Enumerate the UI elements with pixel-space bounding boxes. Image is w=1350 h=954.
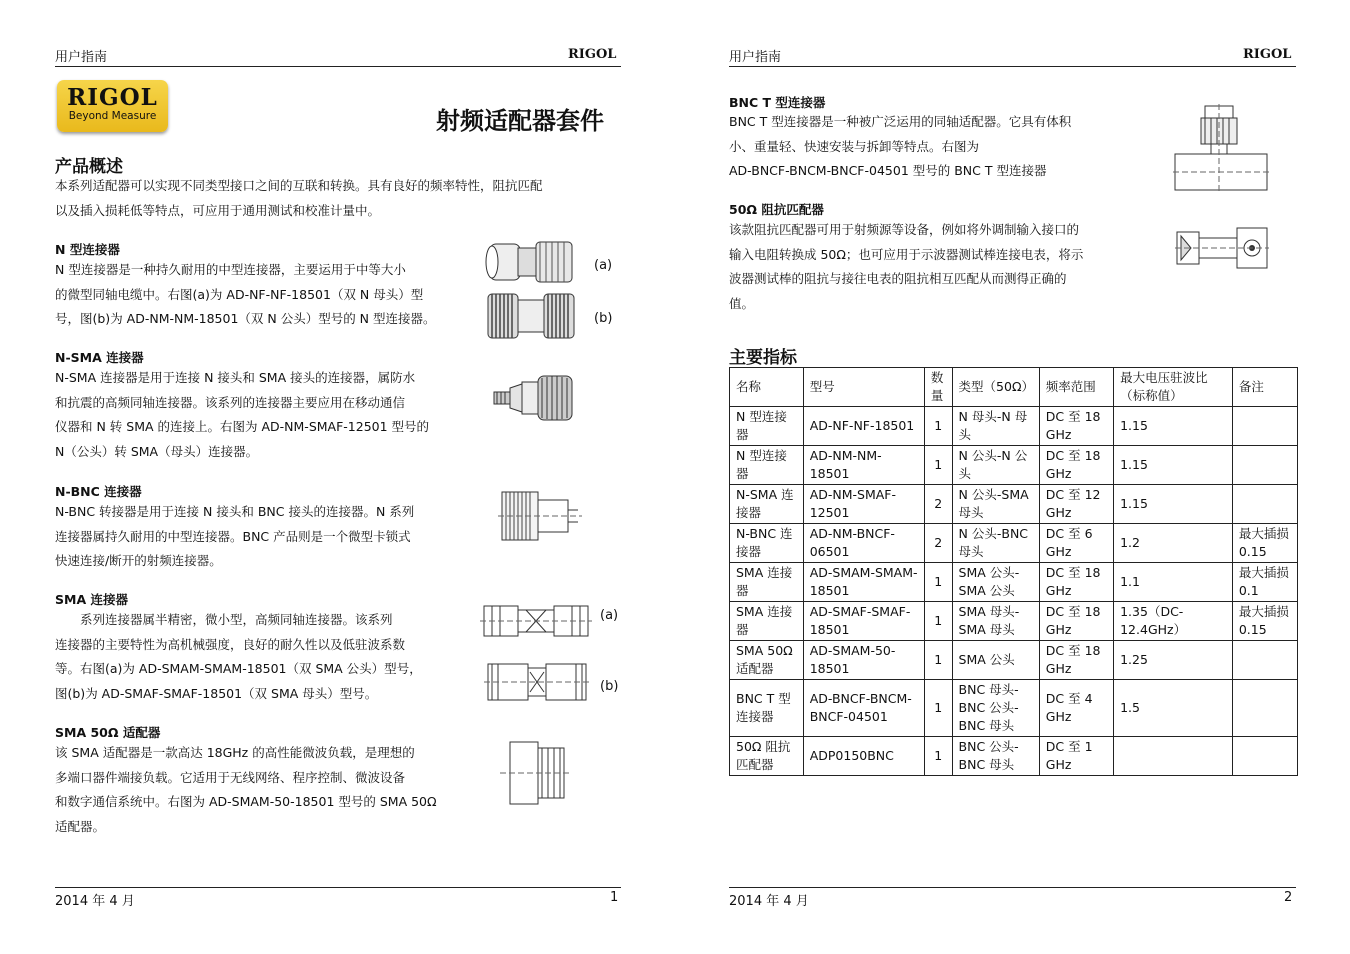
cell-qty: 1	[924, 446, 952, 485]
cell-type: SMA 公头	[952, 641, 1039, 680]
rigol-logo: RIGOL Beyond Measure	[57, 80, 168, 132]
cell-freq: DC 至 18 GHz	[1039, 407, 1113, 446]
cell-model: AD-NF-NF-18501	[803, 407, 924, 446]
cell-vswr	[1114, 737, 1233, 776]
table-row	[730, 680, 1298, 737]
cell-notes: 最大插损 0.15	[1232, 524, 1297, 563]
cell-model: ADP0150BNC	[803, 737, 924, 776]
cell-notes: 最大插损 0.15	[1232, 602, 1297, 641]
section-text-nbnc: N-BNC 转接器是用于连接 N 接头和 BNC 接头的连接器。N 系列 连接器属持久耐用的中型连接器。BNC 产品则是一个微型卡锁式 快速连接/断开的射频连接器。	[55, 504, 415, 568]
section-text-bnc-t: BNC T 型连接器是一种被广泛运用的同轴适配器。它具有体积 小、重量轻、快速安装与拆卸等特点。右图为 AD-BNCF-BNCM-BNCF-04501 型号的 BNC T 型连接器	[729, 114, 1072, 178]
section-text-impedance: 该款阻抗匹配器可用于射频源等设备，例如将外调制输入接口的 输入电阻转换成 50Ω；也可应用于示波器测试棒连接电表，将示 波器测试棒的阻抗与接往电表的阻抗相互匹配从而测得正确的 值。	[729, 222, 1084, 311]
cell-name: N-BNC 连接器	[730, 524, 804, 563]
table-row	[730, 407, 1298, 446]
cell-name: SMA 连接器	[730, 563, 804, 602]
cell-vswr: 1.25	[1114, 641, 1233, 680]
overview-text: 本系列适配器可以实现不同类型接口之间的互联和转换。具有良好的频率特性，阻抗匹配 以及插入损耗低等特点，可应用于通用测试和校准计量中。	[55, 178, 543, 218]
cell-freq: DC 至 18 GHz	[1039, 446, 1113, 485]
cell-notes	[1232, 407, 1297, 446]
cell-freq: DC 至 4 GHz	[1039, 680, 1113, 737]
header-left: 用户指南	[729, 50, 782, 65]
cell-name: SMA 50Ω 适配器	[730, 641, 804, 680]
section-title-nsma: N-SMA 连接器	[55, 350, 144, 365]
cell-qty: 1	[924, 407, 952, 446]
cell-name: 50Ω 阻抗匹配器	[730, 737, 804, 776]
cell-freq: DC 至 6 GHz	[1039, 524, 1113, 563]
cell-name: SMA 连接器	[730, 602, 804, 641]
section-text-sma: 系列连接器属半精密，微小型，高频同轴连接器。该系列 连接器的主要特性为高机械强度，良好的耐久性以及低驻波系数 等。右图(a)为 AD-SMAM-SMAM-18501（双 SMA 公头）型号， 图(b)为 AD-SMAF-SMAF-18501（双 SMA 母头）型号。	[55, 612, 422, 701]
col-header-vswr: 最大电压驻波比（标称值）	[1114, 368, 1233, 407]
n-bnc-connector-image	[498, 488, 582, 544]
table-row	[730, 485, 1298, 524]
cell-notes	[1232, 485, 1297, 524]
section-text-nsma: N-SMA 连接器是用于连接 N 接头和 SMA 接头的连接器，属防水 和抗震的高频同轴连接器。该系列的连接器主要应用在移动通信 仪器和 N 转 SMA 的连接上。右图为 AD-NM-SMAF-12501 型号的 N（公头）转 SMA（母头）连接器。	[55, 370, 430, 459]
page-title: 射频适配器套件	[436, 107, 604, 135]
cell-type: N 公头-N 公头	[952, 446, 1039, 485]
label-a-sma: (a)	[600, 608, 619, 623]
cell-vswr: 1.5	[1114, 680, 1233, 737]
cell-name: N 型连接器	[730, 446, 804, 485]
cell-type: SMA 公头-SMA 公头	[952, 563, 1039, 602]
spec-table	[729, 367, 1298, 776]
impedance-matcher-image	[1175, 224, 1269, 272]
cell-freq: DC 至 18 GHz	[1039, 602, 1113, 641]
cell-qty: 1	[924, 563, 952, 602]
section-title-sma50: SMA 50Ω 适配器	[55, 725, 161, 740]
cell-freq: DC 至 1 GHz	[1039, 737, 1113, 776]
col-header-notes: 备注	[1232, 368, 1297, 407]
section-title-sma: SMA 连接器	[55, 592, 128, 607]
header-rule	[55, 66, 621, 67]
n-sma-connector-image	[492, 372, 576, 424]
n-male-connector-image	[486, 290, 578, 342]
header-right: RIGOL	[1243, 47, 1292, 62]
cell-type: N 公头-BNC 母头	[952, 524, 1039, 563]
header-right: RIGOL	[568, 47, 617, 62]
cell-model: AD-NM-BNCF-06501	[803, 524, 924, 563]
cell-vswr: 1.15	[1114, 446, 1233, 485]
cell-model: AD-SMAF-SMAF-18501	[803, 602, 924, 641]
cell-type: N 母头-N 母头	[952, 407, 1039, 446]
col-header-freq: 频率范围	[1039, 368, 1113, 407]
cell-model: AD-NM-NM-18501	[803, 446, 924, 485]
table-row	[730, 563, 1298, 602]
cell-freq: DC 至 18 GHz	[1039, 563, 1113, 602]
table-row	[730, 446, 1298, 485]
col-header-model: 型号	[803, 368, 924, 407]
cell-freq: DC 至 12 GHz	[1039, 485, 1113, 524]
cell-notes	[1232, 737, 1297, 776]
cell-notes	[1232, 641, 1297, 680]
cell-qty: 1	[924, 602, 952, 641]
cell-vswr: 1.15	[1114, 485, 1233, 524]
cell-model: AD-SMAM-SMAM-18501	[803, 563, 924, 602]
bnc-t-connector-image	[1173, 104, 1269, 196]
col-header-name: 名称	[730, 368, 804, 407]
cell-notes: 最大插损 0.1	[1232, 563, 1297, 602]
cell-vswr: 1.2	[1114, 524, 1233, 563]
cell-notes	[1232, 680, 1297, 737]
section-title-nbnc: N-BNC 连接器	[55, 484, 142, 499]
header-rule	[729, 66, 1296, 67]
footer-date: 2014 年 4 月	[55, 894, 135, 909]
col-header-qty: 数量	[924, 368, 952, 407]
cell-vswr: 1.1	[1114, 563, 1233, 602]
cell-model: AD-BNCF-BNCM-BNCF-04501	[803, 680, 924, 737]
cell-name: N 型连接器	[730, 407, 804, 446]
col-header-type: 类型（50Ω）	[952, 368, 1039, 407]
sma-50-adapter-image	[500, 738, 572, 808]
cell-name: BNC T 型连接器	[730, 680, 804, 737]
label-b-n: (b)	[594, 311, 613, 326]
section-text-n: N 型连接器是一种持久耐用的中型连接器，主要运用于中等大小 的微型同轴电缆中。右图(a)为 AD-NF-NF-18501（双 N 母头）型 号，图(b)为 AD-NM-NM-18501（双 N 公头）型号的 N 型连接器。	[55, 262, 436, 326]
section-title-impedance: 50Ω 阻抗匹配器	[729, 202, 824, 217]
overview-title: 产品概述	[55, 157, 123, 177]
cell-name: N-SMA 连接器	[730, 485, 804, 524]
section-text-sma50: 该 SMA 适配器是一款高达 18GHz 的高性能微波负载，是理想的 多端口器件端接负载。它适用于无线网络、程序控制、微波设备 和数字通信系统中。右图为 AD-SMAM-50-18501 型号的 SMA 50Ω 适配器。	[55, 745, 437, 834]
footer-rule	[729, 887, 1296, 888]
table-row	[730, 737, 1298, 776]
cell-qty: 2	[924, 485, 952, 524]
cell-type: SMA 母头-SMA 母头	[952, 602, 1039, 641]
label-b-sma: (b)	[600, 679, 619, 694]
sma-male-male-image	[480, 598, 592, 644]
section-title-bnc-t: BNC T 型连接器	[729, 95, 826, 110]
spec-title: 主要指标	[729, 348, 797, 368]
cell-freq: DC 至 18 GHz	[1039, 641, 1113, 680]
table-row	[730, 602, 1298, 641]
cell-vswr: 1.15	[1114, 407, 1233, 446]
cell-qty: 2	[924, 524, 952, 563]
header-left: 用户指南	[55, 50, 108, 65]
cell-model: AD-SMAM-50-18501	[803, 641, 924, 680]
cell-model: AD-NM-SMAF-12501	[803, 485, 924, 524]
page-number: 1	[610, 890, 619, 905]
cell-qty: 1	[924, 680, 952, 737]
cell-vswr: 1.35（DC-12.4GHz）	[1114, 602, 1233, 641]
page-number: 2	[1284, 890, 1293, 905]
footer-rule	[55, 887, 621, 888]
table-row	[730, 524, 1298, 563]
cell-type: BNC 母头-BNC 公头-BNC 母头	[952, 680, 1039, 737]
table-row	[730, 641, 1298, 680]
cell-notes	[1232, 446, 1297, 485]
cell-qty: 1	[924, 737, 952, 776]
cell-qty: 1	[924, 641, 952, 680]
cell-type: BNC 公头-BNC 母头	[952, 737, 1039, 776]
sma-female-female-image	[484, 660, 590, 704]
label-a-n: (a)	[594, 258, 613, 273]
table-header-row	[730, 368, 1298, 407]
footer-date: 2014 年 4 月	[729, 894, 809, 909]
section-title-n: N 型连接器	[55, 242, 120, 257]
cell-type: N 公头-SMA 母头	[952, 485, 1039, 524]
n-female-connector-image	[482, 236, 577, 288]
